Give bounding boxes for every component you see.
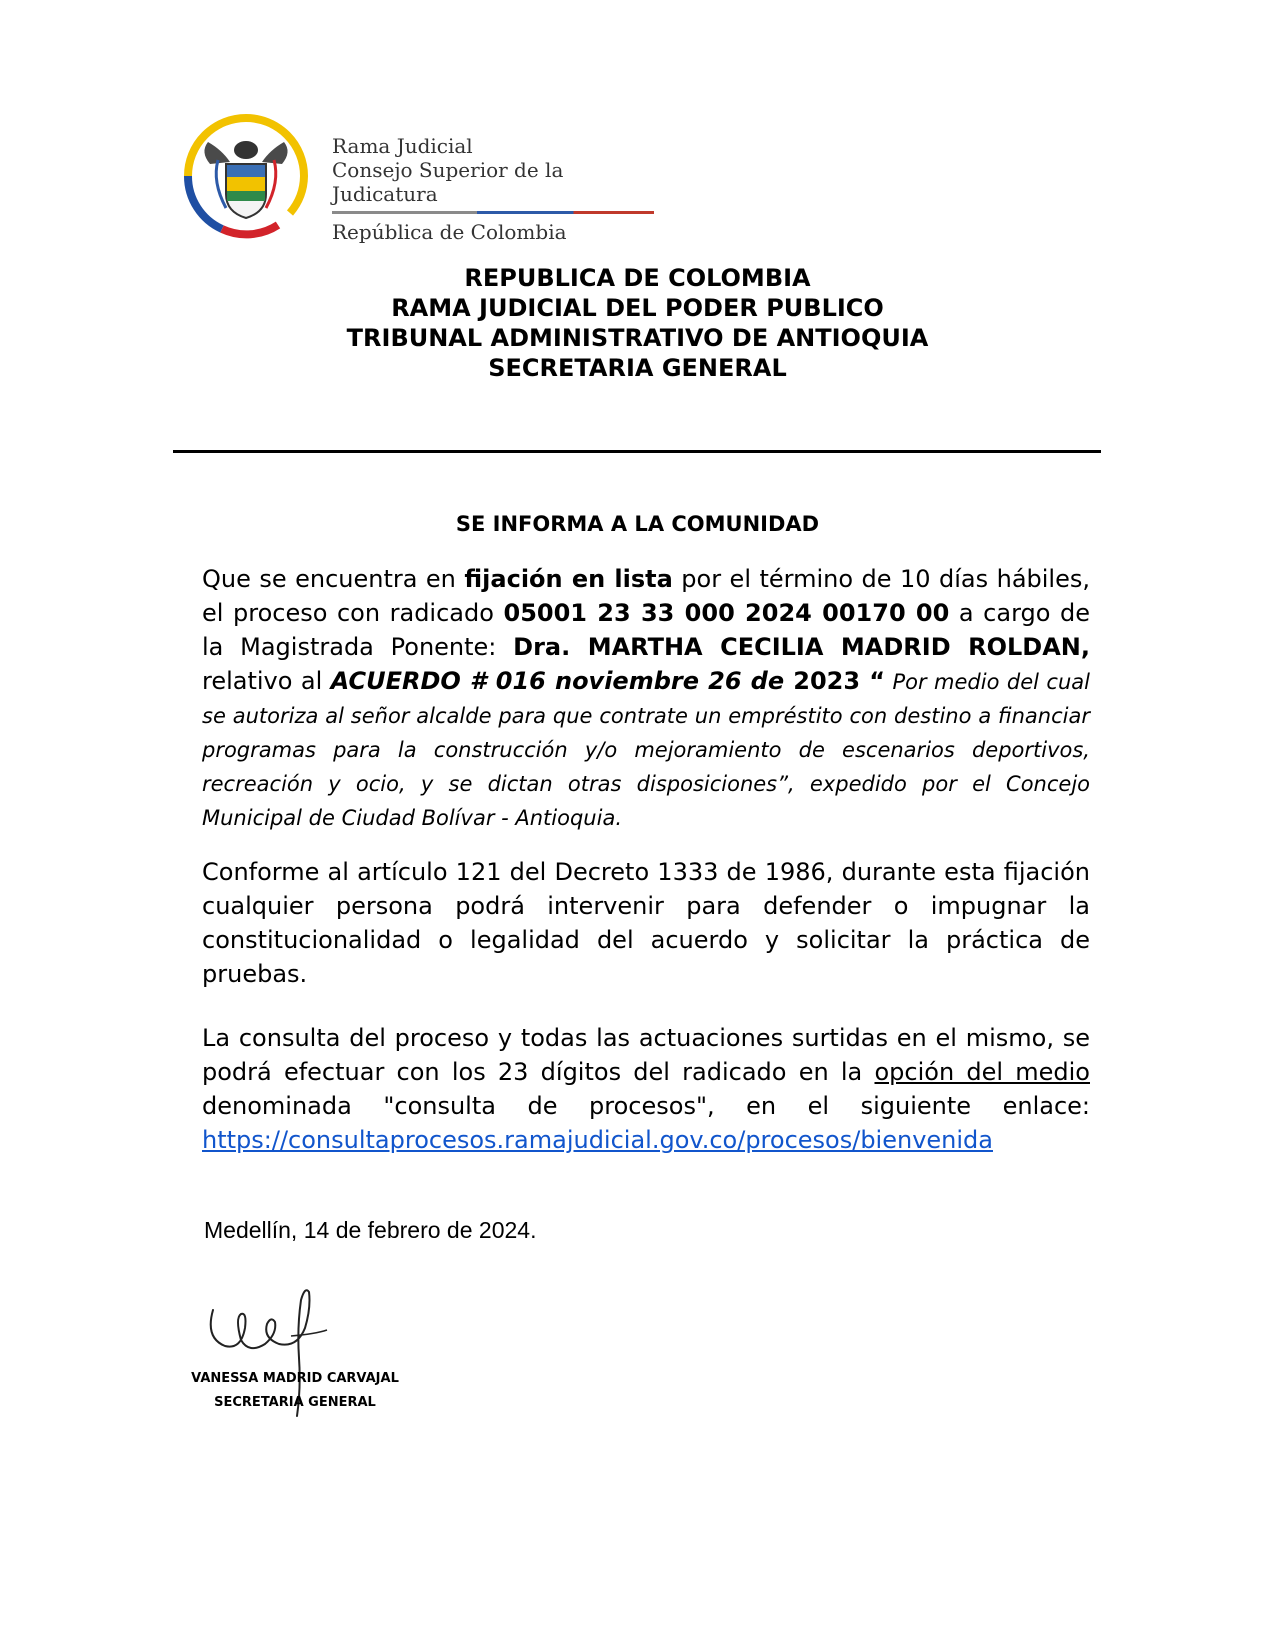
signer-name: VANESSA MADRID CARVAJAL bbox=[191, 1371, 399, 1386]
paragraph-fijacion bbox=[202, 562, 1090, 834]
heading-line-4: SECRETARIA GENERAL bbox=[488, 354, 787, 382]
logo-line-republica: República de Colombia bbox=[332, 220, 567, 244]
p3-text-2: denominada "consulta de procesos", en el siguiente enlace: bbox=[202, 1092, 1090, 1120]
p1-text-1: Que se encuentra en bbox=[202, 565, 465, 593]
p1-bold-magistrada: Dra. MARTHA CECILIA MADRID ROLDAN, bbox=[513, 633, 1090, 661]
heading-line-2: RAMA JUDICIAL DEL PODER PUBLICO bbox=[391, 294, 884, 322]
p1-italic-description: Por medio del cual se autoriza al señor alcalde para que contrate un empréstito con destino a financiar programas para la construcción y/o mejoramiento de escenarios deportivos, recreación y ocio, y se dictan otras disposiciones”, expedido por el Concejo Municipal de Ciudad Bolívar - Antioquia. bbox=[202, 670, 1090, 830]
p3-underlined-opcion: opción del medio bbox=[874, 1058, 1090, 1086]
p1-text-2: por el término de 10 días hábiles, el proceso con radicado bbox=[202, 565, 1090, 627]
signature-block bbox=[120, 1367, 470, 1415]
p1-bold-year: 2023 “ bbox=[784, 667, 885, 695]
p1-text-3: a cargo de la Magistrada Ponente: bbox=[202, 599, 1091, 661]
heading-divider bbox=[173, 450, 1101, 453]
notice-title: SE INFORMA A LA COMUNIDAD bbox=[455, 512, 820, 536]
heading-line-1: REPUBLICA DE COLOMBIA bbox=[464, 264, 811, 292]
p1-bold-fijacion: fijación en lista bbox=[464, 565, 673, 593]
paragraph-consulta bbox=[202, 1021, 1090, 1157]
document-heading bbox=[0, 263, 1275, 383]
closing-date: Medellín, 14 de febrero de 2024. bbox=[204, 1217, 537, 1243]
p1-bold-radicado: 05001 23 33 000 2024 00170 00 bbox=[503, 599, 950, 627]
logo-text bbox=[332, 134, 654, 244]
colombia-coat-of-arms-icon bbox=[182, 112, 310, 240]
logo-tricolor-rule bbox=[332, 211, 654, 214]
p3-text-1: La consulta del proceso y todas las actuaciones surtidas en el mismo, se podrá efectuar con los 23 dígitos del radicado en la bbox=[202, 1024, 1090, 1086]
p1-text-4: relativo al bbox=[202, 667, 331, 695]
logo-line-consejo: Consejo Superior de la Judicatura bbox=[332, 158, 564, 206]
heading-line-3: TRIBUNAL ADMINISTRATIVO DE ANTIOQUIA bbox=[346, 324, 929, 352]
consulta-procesos-link[interactable]: https://consultaprocesos.ramajudicial.gov.co/procesos/bienvenida bbox=[202, 1126, 993, 1154]
logo-line-rama-judicial: Rama Judicial bbox=[332, 134, 473, 158]
rama-judicial-logo bbox=[182, 112, 652, 242]
p1-bold-italic-acuerdo: ACUERDO # 016 noviembre 26 de bbox=[330, 667, 785, 695]
signer-role: SECRETARIA GENERAL bbox=[214, 1395, 376, 1410]
paragraph-conforme: Conforme al artículo 121 del Decreto 1333 de 1986, durante esta fijación cualquier persona podrá intervenir para defender o impugnar la constitucionalidad o legalidad del acuerdo y solicitar la práctica de pruebas. bbox=[202, 858, 1090, 988]
